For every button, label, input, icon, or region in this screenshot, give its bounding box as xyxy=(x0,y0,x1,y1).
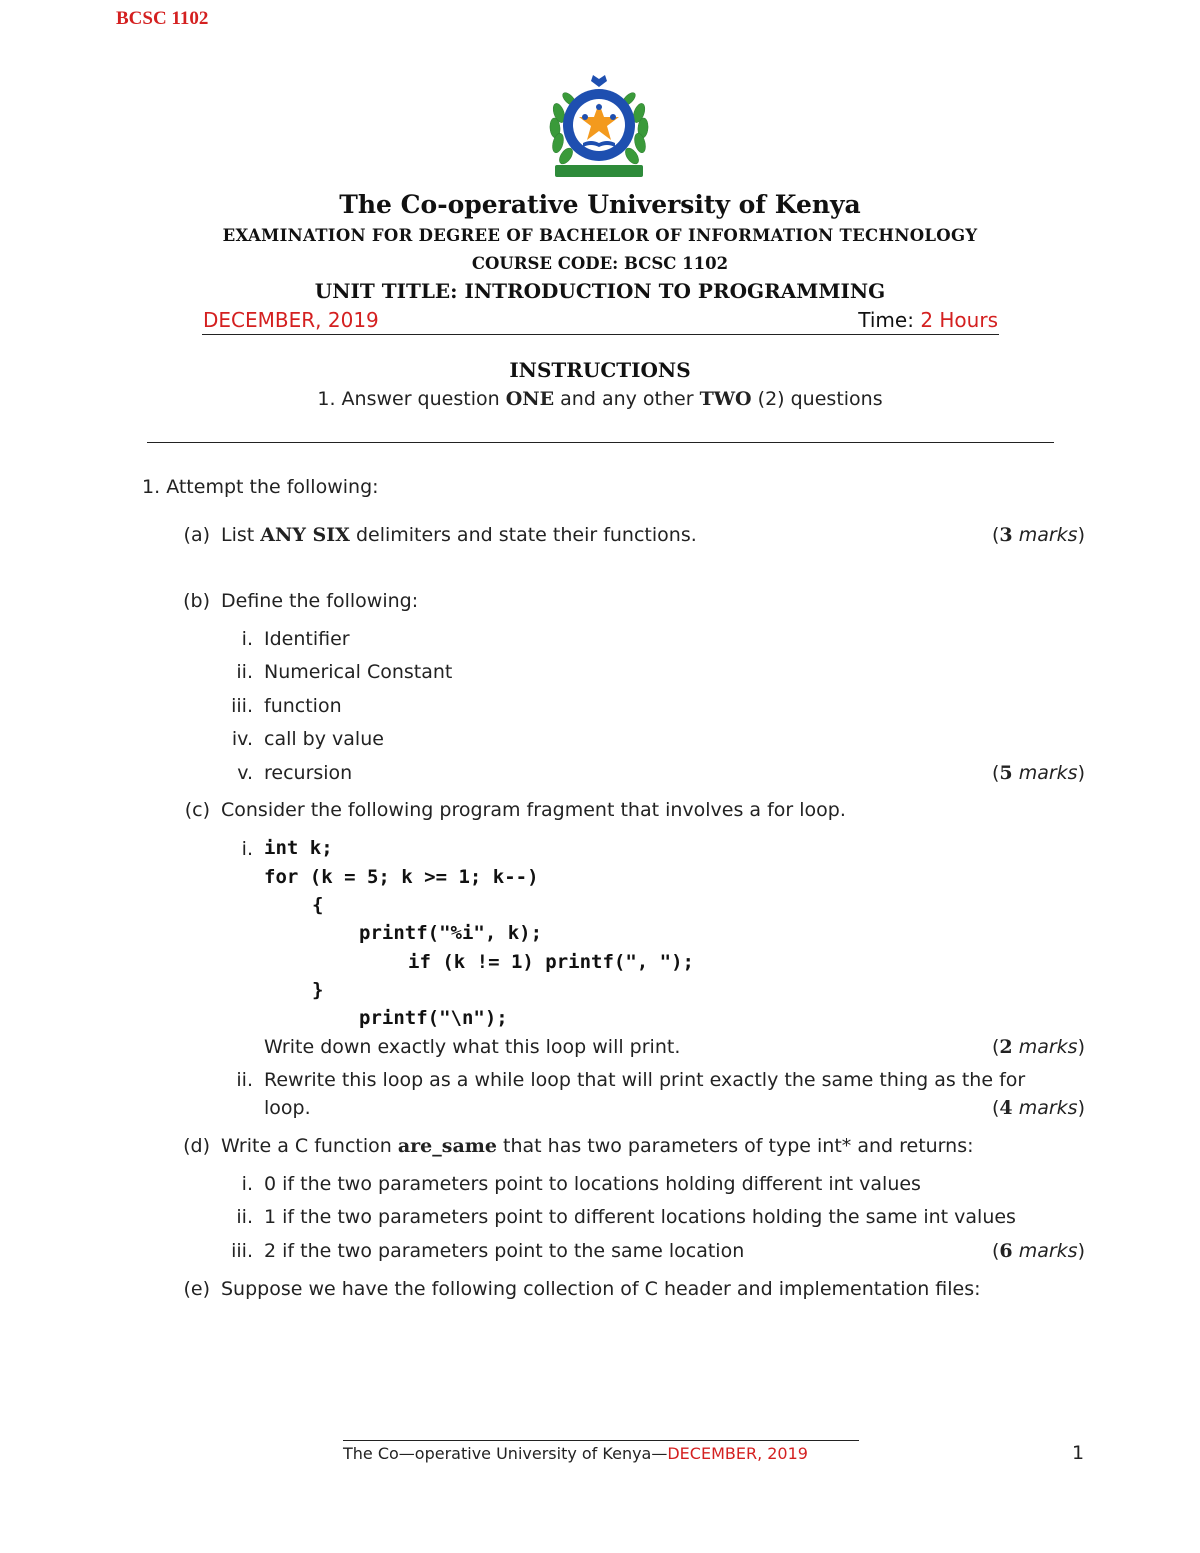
instr-suffix: questions xyxy=(790,388,883,410)
qd-function-name: are_same xyxy=(397,1135,497,1157)
header-rule xyxy=(202,334,999,335)
question-1 xyxy=(142,476,379,498)
qd-item-num: ii. xyxy=(236,1206,253,1228)
qc-ii-marks-num: 4 xyxy=(999,1097,1013,1119)
qb-item-text: Identifier xyxy=(264,628,350,650)
qb-item-num: v. xyxy=(237,762,253,784)
qb-marks-num: 5 xyxy=(999,762,1013,784)
q1-text: Attempt the following: xyxy=(166,476,379,498)
code-line: printf("%i", k); xyxy=(359,922,543,944)
qb-item-text: recursion xyxy=(264,762,353,784)
instr-prefix: 1. Answer question xyxy=(317,388,500,410)
qb-label: (b) xyxy=(183,590,210,612)
qd-item-num: iii. xyxy=(231,1240,253,1262)
q1-number: 1. xyxy=(142,476,161,498)
qa-text xyxy=(221,524,697,546)
code-line: printf("\n"); xyxy=(359,1007,508,1029)
qc-i-text: Write down exactly what this loop will print. xyxy=(264,1036,681,1058)
qd-item-text: 1 if the two parameters point to different locations holding the same int values xyxy=(264,1206,1016,1228)
qd-marks-word: marks xyxy=(1018,1240,1078,1262)
qd-marks-num: 6 xyxy=(999,1240,1013,1262)
course-code: COURSE CODE: BCSC 1102 xyxy=(471,254,729,273)
qa-marks-num: 3 xyxy=(999,524,1013,546)
qb-item-num: i. xyxy=(241,628,253,650)
qc-marks-word: marks xyxy=(1018,1097,1078,1119)
code-line: if (k != 1) printf(", "); xyxy=(408,951,694,973)
qb-marks: (5 marks) xyxy=(992,762,1085,784)
qc-marks-word: marks xyxy=(1018,1036,1078,1058)
qd-pre: Write a C function xyxy=(221,1135,392,1157)
qc-ii-label: ii. xyxy=(236,1069,253,1091)
instr-paren: (2) xyxy=(757,388,785,410)
instr-two: TWO xyxy=(699,388,752,410)
time-value: 2 Hours xyxy=(920,308,998,332)
qa-bold: ANY SIX xyxy=(260,524,350,546)
qb-item-num: ii. xyxy=(236,661,253,683)
code-line: { xyxy=(312,894,324,916)
exam-title: EXAMINATION FOR DEGREE OF BACHELOR OF INFORMATION TECHNOLOGY xyxy=(222,226,978,245)
qb-text: Define the following: xyxy=(221,590,419,612)
qc-ii-text-1: Rewrite this loop as a while loop that will print exactly the same thing as the for xyxy=(264,1069,1026,1091)
qd-post: that has two parameters of type int* and returns: xyxy=(503,1135,974,1157)
qd-label: (d) xyxy=(183,1135,210,1157)
page-number: 1 xyxy=(1072,1442,1085,1464)
qa-marks-word: marks xyxy=(1018,524,1078,546)
footer-rule xyxy=(343,1440,859,1441)
qc-text: Consider the following program fragment that involves a for loop. xyxy=(221,799,846,821)
time-label: Time: xyxy=(858,308,914,332)
qe-text: Suppose we have the following collection of C header and implementation files: xyxy=(221,1278,981,1300)
qd-item-num: i. xyxy=(241,1173,253,1195)
qc-i-label: i. xyxy=(241,838,253,860)
instructions-rule xyxy=(147,442,1054,443)
instructions-heading: INSTRUCTIONS xyxy=(509,358,691,382)
code-line: for (k = 5; k >= 1; k--) xyxy=(264,866,539,888)
corner-course-code: BCSC 1102 xyxy=(116,8,209,29)
qb-item-num: iv. xyxy=(231,728,253,750)
qa-post: delimiters and state their functions. xyxy=(355,524,697,546)
footer-text xyxy=(343,1444,808,1463)
code-line: } xyxy=(312,979,324,1001)
instr-one: ONE xyxy=(505,388,555,410)
qb-marks-word: marks xyxy=(1018,762,1078,784)
qd-item-text: 0 if the two parameters point to locations holding different int values xyxy=(264,1173,921,1195)
unit-title: UNIT TITLE: INTRODUCTION TO PROGRAMMING xyxy=(314,279,886,303)
qa-label: (a) xyxy=(183,524,210,546)
footer-university: The Co—operative University of Kenya— xyxy=(343,1444,668,1463)
code-line: int k; xyxy=(264,837,333,859)
qb-item-text: call by value xyxy=(264,728,384,750)
instructions-line xyxy=(0,388,1200,410)
qa-marks: (3 marks) xyxy=(992,524,1085,546)
qc-i-marks-num: 2 xyxy=(999,1036,1013,1058)
qd-item-text: 2 if the two parameters point to the same location xyxy=(264,1240,745,1262)
qd-marks: (6 marks) xyxy=(992,1240,1085,1262)
footer-date: DECEMBER, 2019 xyxy=(667,1444,808,1463)
qb-item-text: function xyxy=(264,695,342,717)
qe-label: (e) xyxy=(183,1278,210,1300)
qc-ii-text-2: loop. xyxy=(264,1097,311,1119)
qb-item-num: iii. xyxy=(231,695,253,717)
qb-item-text: Numerical Constant xyxy=(264,661,453,683)
qa-pre: List xyxy=(221,524,255,546)
logo-graphic xyxy=(547,73,651,183)
exam-date: DECEMBER, 2019 xyxy=(203,308,379,332)
exam-time xyxy=(858,308,998,332)
instr-mid: and any other xyxy=(560,388,694,410)
university-name: The Co-operative University of Kenya xyxy=(339,190,861,219)
qc-label: (c) xyxy=(184,799,210,821)
university-logo xyxy=(547,73,651,183)
qc-ii-marks: (4 marks) xyxy=(992,1097,1085,1119)
qc-i-marks: (2 marks) xyxy=(992,1036,1085,1058)
qd-text xyxy=(221,1135,974,1157)
